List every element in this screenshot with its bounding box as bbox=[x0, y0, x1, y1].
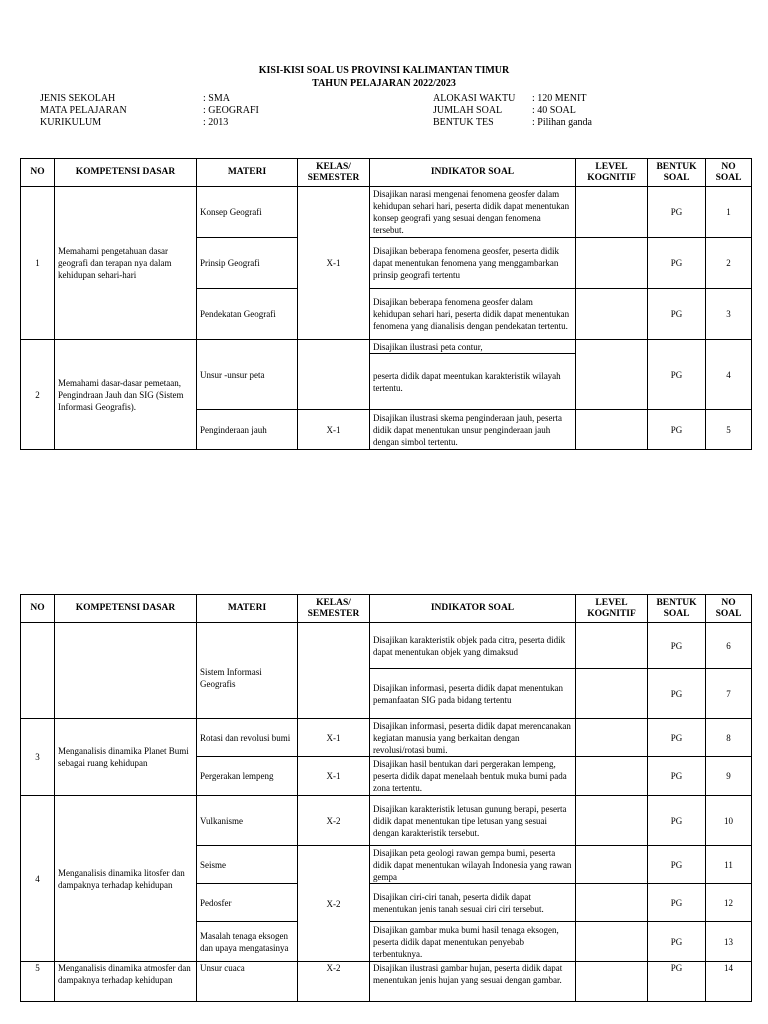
col-kelas-2: SEMESTER bbox=[307, 608, 360, 619]
materi-cell: Pedosfer bbox=[197, 884, 298, 922]
indikator-cell: Disajikan gambar muka bumi hasil tenaga eksogen, peserta didik dapat menentukan penyebab terbentuknya. bbox=[370, 922, 576, 962]
level-cell bbox=[576, 238, 648, 289]
bentuk-cell: PG bbox=[648, 962, 706, 1002]
col-bentuk-1: BENTUK bbox=[656, 597, 697, 608]
kd-number: 3 bbox=[21, 719, 55, 796]
bentuk-cell: PG bbox=[648, 410, 706, 450]
col-kelas bbox=[298, 159, 370, 187]
col-nosoal-1: NO bbox=[721, 597, 736, 608]
indikator-cell: Disajikan karakteristik objek pada citra, peserta didik dapat menentukan objek yang dimaksud bbox=[370, 623, 576, 669]
kelas-cell: X-2 bbox=[298, 846, 370, 962]
kd-number: 5 bbox=[21, 962, 55, 1002]
meta-value: : 120 MENIT bbox=[532, 93, 587, 104]
col-no-soal bbox=[706, 159, 752, 187]
kd-number: 2 bbox=[21, 340, 55, 450]
col-indikator: INDIKATOR SOAL bbox=[370, 595, 576, 623]
indikator-cell: Disajikan ilustrasi peta contur, bbox=[370, 340, 576, 354]
meta-right-labels bbox=[433, 93, 515, 129]
nosoal-cell: 5 bbox=[706, 410, 752, 450]
indikator-cell: Disajikan informasi, peserta didik dapat menentukan pemanfaatan SIG pada bidang tertentu bbox=[370, 669, 576, 719]
bentuk-cell: PG bbox=[648, 846, 706, 884]
col-kompetensi-dasar: KOMPETENSI DASAR bbox=[55, 159, 197, 187]
nosoal-cell: 9 bbox=[706, 757, 752, 796]
kd-number: 1 bbox=[21, 187, 55, 340]
col-level bbox=[576, 159, 648, 187]
kd-number bbox=[21, 623, 55, 719]
col-materi: MATERI bbox=[197, 159, 298, 187]
col-bentuk-2: SOAL bbox=[663, 172, 690, 183]
indikator-cell: Disajikan ciri-ciri tanah, peserta didik dapat menentukan jenis tanah sesuai ciri ciri tersebut. bbox=[370, 884, 576, 922]
kd-text: Menganalisis dinamika litosfer dan dampaknya terhadap kehidupan bbox=[55, 796, 197, 962]
materi-cell: Unsur -unsur peta bbox=[197, 340, 298, 410]
table-row bbox=[21, 187, 752, 238]
document-subtitle: TAHUN PELAJARAN 2022/2023 bbox=[312, 78, 456, 89]
table-row bbox=[21, 719, 752, 757]
indikator-cell: Disajikan beberapa fenomena geosfer, peserta didik dapat menentukan fenomena yang menggambarkan prinsip geografi tertentu bbox=[370, 238, 576, 289]
document-title: KISI-KISI SOAL US PROVINSI KALIMANTAN TIMUR bbox=[258, 65, 510, 76]
col-kelas bbox=[298, 595, 370, 623]
materi-cell: Pergerakan lempeng bbox=[197, 757, 298, 796]
col-no: NO bbox=[21, 159, 55, 187]
bentuk-cell: PG bbox=[648, 187, 706, 238]
col-kelas-2: SEMESTER bbox=[307, 172, 360, 183]
col-indikator: INDIKATOR SOAL bbox=[370, 159, 576, 187]
level-cell bbox=[576, 796, 648, 846]
bentuk-cell: PG bbox=[648, 757, 706, 796]
kd-number: 4 bbox=[21, 796, 55, 962]
indikator-cell: Disajikan hasil bentukan dari pergerakan lempeng, peserta didik dapat menelaah bentuk muka bumi pada zona tertentu. bbox=[370, 757, 576, 796]
kd-text bbox=[55, 623, 197, 719]
nosoal-cell: 14 bbox=[706, 962, 752, 1002]
nosoal-cell: 7 bbox=[706, 669, 752, 719]
indikator-cell: Disajikan informasi, peserta didik dapat merencanakan kegiatan manusia yang berkaitan dengan revolusi/rotasi bumi. bbox=[370, 719, 576, 757]
level-cell bbox=[576, 962, 648, 1002]
nosoal-cell: 13 bbox=[706, 922, 752, 962]
bentuk-cell: PG bbox=[648, 340, 706, 410]
bentuk-cell: PG bbox=[648, 623, 706, 669]
kisi-kisi-table-2 bbox=[20, 594, 752, 1002]
level-cell bbox=[576, 757, 648, 796]
materi-cell: Seisme bbox=[197, 846, 298, 884]
bentuk-cell: PG bbox=[648, 719, 706, 757]
meta-label: KURIKULUM bbox=[40, 117, 102, 128]
col-bentuk-2: SOAL bbox=[663, 608, 690, 619]
indikator-cell: Disajikan peta geologi rawan gempa bumi, peserta didik dapat menentukan wilayah Indonesia yang rawan gempa bbox=[370, 846, 576, 884]
meta-left-labels bbox=[40, 93, 127, 129]
materi-cell: Vulkanisme bbox=[197, 796, 298, 846]
table-row bbox=[21, 623, 752, 669]
materi-cell: Sistem Informasi Geografis bbox=[197, 623, 298, 719]
level-cell bbox=[576, 340, 648, 410]
kd-text: Memahami pengetahuan dasar geografi dan terapan nya dalam kehidupan sehari-hari bbox=[55, 187, 197, 340]
materi-cell: Konsep Geografi bbox=[197, 187, 298, 238]
col-kelas-1: KELAS/ bbox=[316, 161, 351, 172]
col-no-soal bbox=[706, 595, 752, 623]
meta-right-values bbox=[532, 93, 592, 129]
level-cell bbox=[576, 846, 648, 884]
indikator-cell: peserta didik dapat meentukan karakteristik wilayah tertentu. bbox=[370, 354, 576, 410]
col-kelas-1: KELAS/ bbox=[316, 597, 351, 608]
nosoal-cell: 6 bbox=[706, 623, 752, 669]
table-row bbox=[21, 962, 752, 1002]
materi-cell: Pendekatan Geografi bbox=[197, 289, 298, 340]
indikator-cell: Disajikan karakteristik letusan gunung berapi, peserta didik dapat menentukan tipe letusan yang sesuai dengan karakteristik tersebut. bbox=[370, 796, 576, 846]
kelas-cell: X-1 bbox=[298, 187, 370, 340]
level-cell bbox=[576, 187, 648, 238]
table-header-row bbox=[21, 595, 752, 623]
nosoal-cell: 8 bbox=[706, 719, 752, 757]
table-row bbox=[21, 340, 752, 354]
col-level-2: KOGNITIF bbox=[587, 172, 636, 183]
col-kompetensi-dasar: KOMPETENSI DASAR bbox=[55, 595, 197, 623]
meta-label: JENIS SEKOLAH bbox=[40, 93, 116, 104]
level-cell bbox=[576, 623, 648, 669]
col-level bbox=[576, 595, 648, 623]
meta-left-values bbox=[203, 93, 259, 129]
bentuk-cell: PG bbox=[648, 884, 706, 922]
meta-value: : GEOGRAFI bbox=[203, 105, 259, 116]
level-cell bbox=[576, 884, 648, 922]
col-materi: MATERI bbox=[197, 595, 298, 623]
indikator-cell: Disajikan narasi mengenai fenomena geosfer dalam kehidupan sehari hari, peserta didik dapat menentukan konsep geografi yang sesuai dengan fenomena tersebut. bbox=[370, 187, 576, 238]
meta-value: : SMA bbox=[203, 93, 230, 104]
kd-text: Memahami dasar-dasar pemetaan, Pengindraan Jauh dan SIG (Sistem Informasi Geografis). bbox=[55, 340, 197, 450]
col-bentuk-1: BENTUK bbox=[656, 161, 697, 172]
level-cell bbox=[576, 922, 648, 962]
materi-cell: Unsur cuaca bbox=[197, 962, 298, 1002]
indikator-cell: Disajikan beberapa fenomena geosfer dalam kehidupan sehari hari, peserta didik dapat menentukan fenomena yang dianalisis dengan pendekatan tertentu. bbox=[370, 289, 576, 340]
meta-value: : 40 SOAL bbox=[532, 105, 576, 116]
col-bentuk bbox=[648, 595, 706, 623]
meta-label: ALOKASI WAKTU bbox=[433, 93, 516, 104]
meta-label: JUMLAH SOAL bbox=[433, 105, 503, 116]
meta-label: BENTUK TES bbox=[433, 117, 494, 128]
col-level-2: KOGNITIF bbox=[587, 608, 636, 619]
kelas-cell bbox=[298, 340, 370, 410]
kisi-kisi-table-1 bbox=[20, 158, 752, 450]
kelas-cell: X-1 bbox=[298, 757, 370, 796]
kelas-cell bbox=[298, 623, 370, 719]
materi-cell: Prinsip Geografi bbox=[197, 238, 298, 289]
kd-text: Menganalisis dinamika atmosfer dan dampaknya terhadap kehidupan bbox=[55, 962, 197, 1002]
nosoal-cell: 12 bbox=[706, 884, 752, 922]
bentuk-cell: PG bbox=[648, 289, 706, 340]
kelas-cell: X-1 bbox=[298, 410, 370, 450]
nosoal-cell: 2 bbox=[706, 238, 752, 289]
col-nosoal-2: SOAL bbox=[715, 608, 742, 619]
bentuk-cell: PG bbox=[648, 796, 706, 846]
bentuk-cell: PG bbox=[648, 669, 706, 719]
col-nosoal-1: NO bbox=[721, 161, 736, 172]
col-nosoal-2: SOAL bbox=[715, 172, 742, 183]
materi-cell: Penginderaan jauh bbox=[197, 410, 298, 450]
nosoal-cell: 4 bbox=[706, 340, 752, 410]
kelas-cell: X-2 bbox=[298, 962, 370, 1002]
kelas-cell: X-2 bbox=[298, 796, 370, 846]
materi-cell: Rotasi dan revolusi bumi bbox=[197, 719, 298, 757]
indikator-cell: Disajikan ilustrasi gambar hujan, peserta didik dapat menentukan jenis hujan yang sesuai dengan gambar. bbox=[370, 962, 576, 1002]
meta-label: MATA PELAJARAN bbox=[40, 105, 127, 116]
col-no: NO bbox=[21, 595, 55, 623]
level-cell bbox=[576, 289, 648, 340]
bentuk-cell: PG bbox=[648, 922, 706, 962]
meta-value: : 2013 bbox=[203, 117, 229, 128]
nosoal-cell: 10 bbox=[706, 796, 752, 846]
table-row bbox=[21, 796, 752, 846]
level-cell bbox=[576, 410, 648, 450]
level-cell bbox=[576, 669, 648, 719]
indikator-cell: Disajikan ilustrasi skema penginderaan jauh, peserta didik dapat menentukan unsur penginderaan jauh dengan simbol tertentu. bbox=[370, 410, 576, 450]
kelas-cell: X-1 bbox=[298, 719, 370, 757]
meta-value: : Pilihan ganda bbox=[532, 117, 592, 128]
level-cell bbox=[576, 719, 648, 757]
col-level-1: LEVEL bbox=[595, 597, 628, 608]
kd-text: Menganalisis dinamika Planet Bumi sebagai ruang kehidupan bbox=[55, 719, 197, 796]
col-level-1: LEVEL bbox=[595, 161, 628, 172]
materi-cell: Masalah tenaga eksogen dan upaya mengatasinya bbox=[197, 922, 298, 962]
nosoal-cell: 1 bbox=[706, 187, 752, 238]
col-bentuk bbox=[648, 159, 706, 187]
nosoal-cell: 3 bbox=[706, 289, 752, 340]
table-header-row bbox=[21, 159, 752, 187]
nosoal-cell: 11 bbox=[706, 846, 752, 884]
bentuk-cell: PG bbox=[648, 238, 706, 289]
